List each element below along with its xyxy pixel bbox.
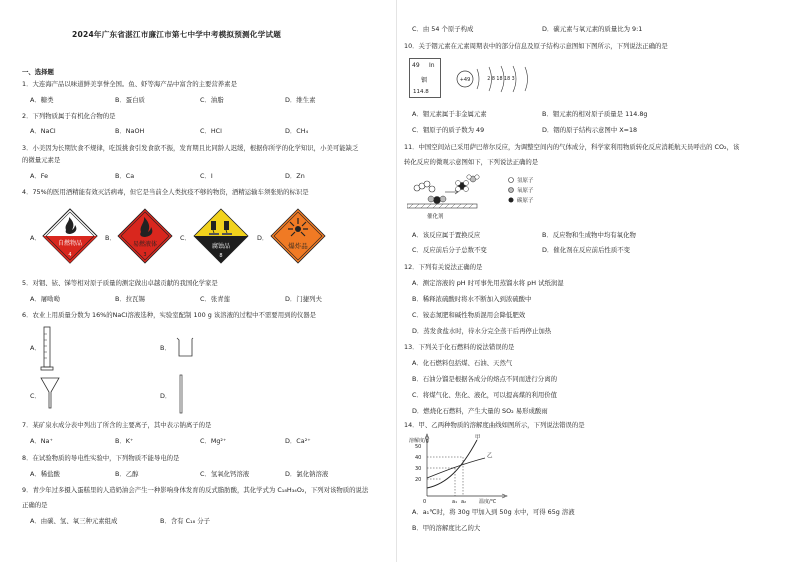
curve-jia-label: 甲 [475,435,481,441]
question-4-stem: 4．75%的医用酒精能有效灭活病毒，但它是当前全人类抗疫不够的物资，酒精运输车须张贴的标识是 [22,188,309,196]
sign-a-label: 自燃物品 [57,240,83,247]
sign-b-label: 易燃液体 [132,241,158,248]
question-12-option-a[interactable]: A．测定溶液的 pH 时可事先用蒸馏水将 pH 试纸润湿 [412,279,564,287]
question-1-option-b[interactable]: B．蛋白质 [115,96,145,104]
question-10-option-c[interactable]: C．铟原子的质子数为 49 [412,126,485,134]
question-4-option-b[interactable]: B． [105,234,116,242]
question-7-option-b[interactable]: B．K⁺ [115,437,134,445]
question-3-option-a[interactable]: A．Fe [30,172,49,180]
question-6-option-a[interactable]: A． [30,344,41,352]
question-11-stem-cont: 转化反应的微观示意图如下，下列说法正确的是 [404,158,539,166]
question-9-stem: 9．青少年过多摄入蛋糕里的人造奶油会产生一种影响身体发育的反式脂肪酸，其化学式为 C₁₈H₃₄O₂，下列对该物质的说法 [22,486,369,494]
question-12-option-d[interactable]: D．蒸发食盐水时，待水分完全蒸干后再停止加热 [412,327,552,335]
question-4-option-c[interactable]: C． [180,234,191,242]
sign-a-number: 4 [68,252,72,258]
x-tick-a2: a₂ [461,499,467,504]
question-12-stem: 12．下列有关说法正确的是 [404,263,483,271]
question-3-option-c[interactable]: C．I [200,172,213,180]
question-8-stem: 8．在试验物质的导电性实验中，下列物质不能导电的是 [22,454,180,462]
question-4-option-d[interactable]: D． [257,234,269,242]
question-3-stem-cont: 的微量元素是 [22,156,61,164]
question-6-option-c[interactable]: C． [30,392,41,400]
question-8-option-c[interactable]: C．氢氧化钙溶液 [200,470,250,478]
atomic-number: 49 [412,62,420,69]
beaker-icon [175,336,195,358]
question-5-option-b[interactable]: B．拉瓦锡 [115,295,145,303]
question-7-option-a[interactable]: A．Na⁺ [30,437,53,445]
question-9-stem-cont: 正确的是 [22,501,48,509]
explosive-sign [270,208,326,264]
origin-label: 0 [423,499,427,504]
legend-oxygen: 氧原子 [517,188,534,194]
question-11-option-b[interactable]: B．反应物和生成物中均有氧化物 [542,231,636,239]
curve-yi-label: 乙 [487,453,493,459]
question-5-stem: 5．对铟、铱、锑等相对原子质量的测定做出卓越贡献的我国化学家是 [22,279,218,287]
question-7-option-d[interactable]: D．Ca²⁺ [285,437,311,445]
question-8-option-d[interactable]: D．氯化钠溶液 [285,470,329,478]
question-13-option-b[interactable]: B．石油分馏是根据各成分的熔点不同而进行分离的 [412,375,557,383]
question-9-option-c[interactable]: C．由 54 个原子构成 [412,25,474,33]
y-tick-40: 40 [415,455,422,461]
question-12-option-c[interactable]: C．铵态氮肥和碱性物质混用会降低肥效 [412,311,526,319]
question-6-option-d[interactable]: D． [160,392,172,400]
question-1-option-d[interactable]: D．维生素 [285,96,316,104]
question-11-stem: 11．中国空间站已采用萨巴蒂尔反应，为调整空间内的气体成分，科学家利用物质转化反应消耗航天员呼出的 CO₂，该 [404,143,740,151]
atomic-structure-diagram [455,62,537,96]
atomic-mass: 114.8 [413,89,429,95]
question-12-option-b[interactable]: B．稀释浓硫酸时将水不断加入到浓硫酸中 [412,295,532,303]
question-14-option-a[interactable]: A．a₁℃时，将 30g 甲加入到 50g 水中，可得 65g 溶液 [412,508,575,516]
solubility-curve-chart [407,432,517,504]
element-name: 铟 [421,77,428,84]
question-2-option-d[interactable]: D．CH₄ [285,127,309,135]
spontaneous-combustion-sign [42,208,98,264]
question-7-option-c[interactable]: C．Mg²⁺ [200,437,227,445]
graduated-cylinder-icon [40,326,54,372]
sign-b-number: 3 [143,252,147,258]
question-6-option-b[interactable]: B． [160,344,171,352]
question-3-option-b[interactable]: B．Ca [115,172,135,180]
question-13-option-d[interactable]: D．燃烧化石燃料，产生大量的 SO₂ 易形成酸雨 [412,407,548,415]
sign-c-number: 8 [219,253,223,259]
funnel-icon [40,376,60,410]
question-11-option-a[interactable]: A．该反应属于置换反应 [412,231,481,239]
question-3-option-d[interactable]: D．Zn [285,172,305,180]
column-divider [396,0,397,562]
question-11-option-d[interactable]: D．催化剂在反应前后性质不变 [542,246,630,254]
curve-jia [427,440,477,488]
question-10-stem: 10．关于铟元素在元素周期表中的部分信息及原子结构示意图如下图所示，下列说法正确的是 [404,42,668,50]
question-5-option-a[interactable]: A．屠呦呦 [30,295,60,303]
question-10-option-d[interactable]: D．铟的原子结构示意图中 X=18 [542,126,638,134]
question-14-option-b[interactable]: B．甲的溶解度比乙的大 [412,524,481,532]
question-13-stem: 13．下列关于化石燃料的说法错误的是 [404,343,515,351]
question-11-option-c[interactable]: C．反应前后分子总数不变 [412,246,487,254]
question-13-option-c[interactable]: C．将煤气化、焦化、液化，可以提高煤的利用价值 [412,391,558,399]
reaction-micro-diagram [407,172,577,224]
question-1-stem: 1．大连海产品以味道鲜美享誉全国。鱼、虾等海产品中富含的主要营养素是 [22,80,237,88]
legend-carbon: 碳原子 [517,198,534,204]
nucleus-charge: +49 [459,77,471,83]
page-title: 2024年广东省湛江市廉江市第七中学中考模拟预测化学试题 [72,30,281,39]
y-axis-label: 溶解度/g [409,438,429,444]
legend-hydrogen: 氢原子 [517,178,534,184]
corrosive-sign [193,208,249,264]
question-10-option-b[interactable]: B．铟元素的相对原子质量是 114.8g [542,110,648,118]
question-2-stem: 2．下列物质属于有机化合物的是 [22,112,116,120]
question-2-option-b[interactable]: B．NaOH [115,127,145,135]
question-4-option-a[interactable]: A． [30,234,41,242]
question-10-option-a[interactable]: A．铟元素属于非金属元素 [412,110,487,118]
glass-rod-icon [177,374,185,414]
question-9-option-b[interactable]: B．含有 C₁₈ 分子 [160,517,210,525]
element-symbol: In [429,62,435,69]
question-2-option-a[interactable]: A．NaCl [30,127,56,135]
question-1-option-a[interactable]: A．糖类 [30,96,54,104]
question-9-option-d[interactable]: D．碳元素与氧元素的质量比为 9:1 [542,25,643,33]
y-tick-20: 20 [415,477,422,483]
question-2-option-c[interactable]: C．HCl [200,127,222,135]
question-13-option-a[interactable]: A．化石燃料包括煤、石油、天然气 [412,359,513,367]
question-3-stem: 3．小美因为长期饮食不规律，吃饭挑食引发食欲不振，发育期且比同龄人迟缓，根据你所学的化学知识，小美可能缺乏 [22,144,359,152]
y-tick-50: 50 [415,444,422,450]
question-7-stem: 7．某矿泉水成分表中列出了所含的主要离子，其中表示钠离子的是 [22,421,212,429]
question-1-option-c[interactable]: C．油脂 [200,96,224,104]
sign-d-label: 爆炸品 [288,242,308,250]
y-tick-30: 30 [415,466,422,472]
question-9-option-a[interactable]: A．由碳、氢、氧三种元素组成 [30,517,118,525]
sign-c-label: 腐蚀品 [211,243,231,250]
question-14-stem: 14．甲、乙两种物质的溶解度曲线如图所示，下列说法错误的是 [404,421,585,429]
question-5-option-d[interactable]: D．门捷列夫 [285,295,322,303]
electron-shells: 2 8 18 18 3 [487,77,515,82]
flammable-liquid-sign [117,208,173,264]
question-8-option-a[interactable]: A．稀盐酸 [30,470,60,478]
curve-yi [427,458,485,478]
catalyst-label: 催化剂 [427,214,444,220]
x-axis-label: 温度/℃ [479,499,497,504]
question-8-option-b[interactable]: B．乙醇 [115,470,139,478]
question-6-stem: 6．农业上用质量分数为 16%的NaCl溶液选种，实验室配制 100 g 该溶液的过程中不需要用到的仪器是 [22,311,317,319]
section-heading: 一、选择题 [22,68,54,76]
x-tick-a1: a₁ [452,499,458,504]
element-card-indium [409,58,441,98]
question-5-option-c[interactable]: C．张青莲 [200,295,231,303]
